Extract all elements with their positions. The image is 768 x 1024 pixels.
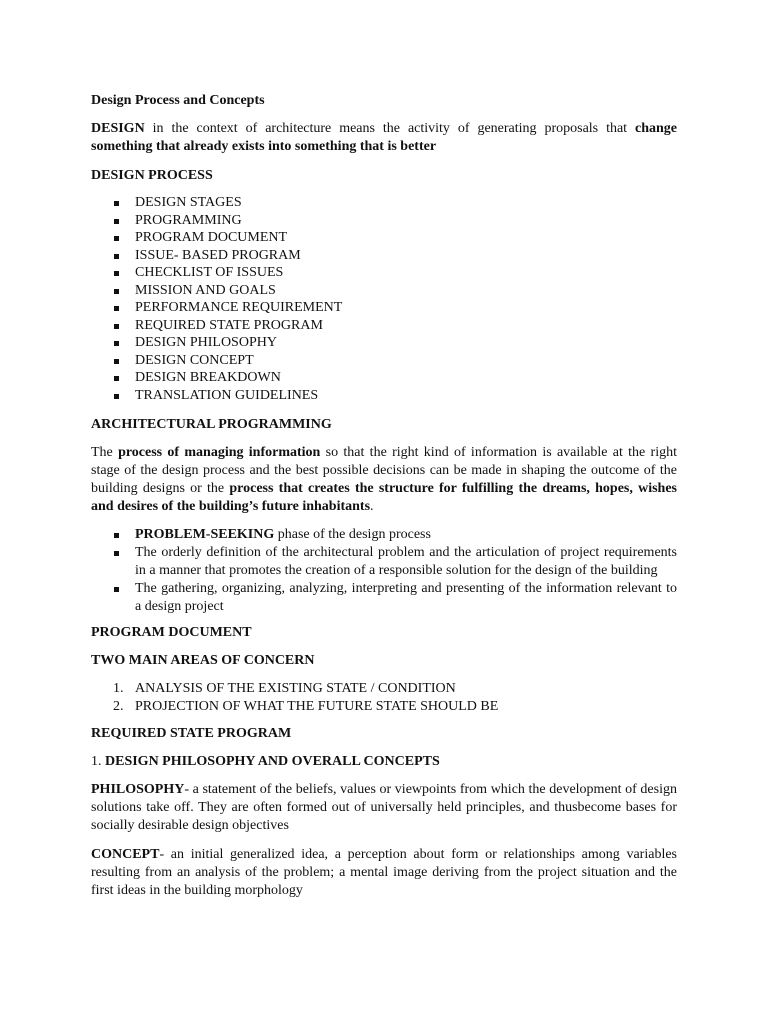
- program-document-heading: PROGRAM DOCUMENT: [91, 625, 252, 640]
- list-item-text: MISSION AND GOALS: [135, 282, 276, 298]
- ap-bullet-1-text: phase of the design process: [274, 527, 431, 542]
- square-bullet-icon: [114, 376, 119, 381]
- concept-paragraph: [91, 846, 677, 900]
- square-bullet-icon: [114, 271, 119, 276]
- philosophy-term: PHILOSOPHY: [91, 782, 185, 797]
- subheading-number: 1.: [91, 754, 105, 769]
- square-bullet-icon: [114, 341, 119, 346]
- list-item-text: DESIGN PHILOSOPHY: [135, 335, 277, 350]
- list-item-text: REQUIRED STATE PROGRAM: [135, 317, 323, 333]
- ap-end: .: [370, 499, 374, 514]
- two-main-areas-list: [91, 680, 677, 716]
- design-process-list: [91, 194, 677, 404]
- intro-paragraph: [91, 120, 677, 156]
- list-number: 1.: [113, 681, 124, 696]
- list-number: 2.: [113, 699, 124, 714]
- list-item: [91, 194, 677, 212]
- design-philosophy-subheading: [91, 753, 440, 771]
- intro-emphasis: change something that already exists into something that is better: [91, 121, 677, 154]
- square-bullet-icon: [114, 359, 119, 364]
- list-item: [91, 264, 677, 282]
- design-process-heading: DESIGN PROCESS: [91, 168, 213, 183]
- architectural-programming-bullets: [91, 526, 677, 616]
- list-item: [91, 299, 677, 317]
- list-item: [91, 526, 677, 544]
- list-item-text: TRANSLATION GUIDELINES: [135, 387, 319, 403]
- square-bullet-icon: [114, 219, 119, 224]
- ap-bold-2: process that creates the structure for fulfilling the dreams, hopes, wishes and desires of the building’s future inhabitants: [91, 481, 677, 514]
- ap-start: The: [91, 445, 119, 460]
- document-title: Design Process and Concepts: [91, 93, 265, 108]
- list-item-text: DESIGN BREAKDOWN: [135, 370, 281, 385]
- concept-text: - an initial generalized idea, a perception about form or relationships among variables resulting from an analysis of the problem; a mental image deriving from the project situation and the first ideas in the building morphology: [91, 847, 677, 898]
- ap-bullet-1-bold: PROBLEM-SEEKING: [135, 527, 275, 542]
- square-bullet-icon: [114, 533, 119, 538]
- required-state-program-heading: REQUIRED STATE PROGRAM: [91, 726, 292, 741]
- architectural-programming-heading: ARCHITECTURAL PROGRAMMING: [91, 417, 332, 432]
- list-item: [91, 680, 677, 698]
- square-bullet-icon: [114, 289, 119, 294]
- list-item-text: DESIGN CONCEPT: [135, 352, 254, 368]
- list-item: [91, 282, 677, 300]
- ap-bold-1: process of managing information: [118, 445, 321, 460]
- square-bullet-icon: [114, 236, 119, 241]
- list-item: [91, 229, 677, 247]
- square-bullet-icon: [114, 201, 119, 206]
- list-item: [91, 334, 677, 352]
- concept-term: CONCEPT: [91, 847, 160, 862]
- list-item: [91, 387, 677, 405]
- subheading-text: DESIGN PHILOSOPHY AND OVERALL CONCEPTS: [105, 754, 440, 769]
- philosophy-text: - a statement of the beliefs, values or viewpoints from which the development of design solutions take off. They are often formed out of universally held principles, and thusbecome bases for socially desirable design objectives: [91, 782, 677, 833]
- ap-bullet-2-text: The orderly definition of the architectural problem and the articulation of project requirements in a manner that promotes the creation of a responsible solution for the design of the building: [135, 545, 677, 578]
- architectural-programming-paragraph: [91, 444, 677, 516]
- list-item-text: CHECKLIST OF ISSUES: [135, 265, 284, 280]
- intro-text: in the context of architecture means the activity of generating proposals that: [144, 121, 635, 136]
- list-item: [91, 369, 677, 387]
- list-item-text: ISSUE- BASED PROGRAM: [135, 247, 301, 263]
- list-item-text: ANALYSIS OF THE EXISTING STATE / CONDITION: [135, 681, 456, 696]
- list-item: [91, 580, 677, 616]
- square-bullet-icon: [114, 254, 119, 259]
- square-bullet-icon: [114, 306, 119, 311]
- list-item-text: PROGRAMMING: [135, 212, 242, 228]
- square-bullet-icon: [114, 324, 119, 329]
- list-item-text: DESIGN STAGES: [135, 195, 242, 210]
- list-item: [91, 544, 677, 580]
- list-item: [91, 352, 677, 370]
- list-item: [91, 247, 677, 265]
- list-item-text: PROGRAM DOCUMENT: [135, 230, 288, 245]
- ap-bullet-3-text: The gathering, organizing, analyzing, interpreting and presenting of the information relevant to a design project: [135, 581, 677, 614]
- intro-term: DESIGN: [91, 121, 145, 136]
- philosophy-paragraph: [91, 781, 677, 835]
- list-item: [91, 698, 677, 716]
- list-item: [91, 317, 677, 335]
- square-bullet-icon: [114, 587, 119, 592]
- ap-mid: so that the right kind of information is available at the right stage of the design process and the best possible decisions can be made in shaping the outcome of the building designs or the: [91, 445, 677, 496]
- square-bullet-icon: [114, 394, 119, 399]
- list-item-text: PROJECTION OF WHAT THE FUTURE STATE SHOULD BE: [135, 699, 499, 714]
- two-main-areas-heading: TWO MAIN AREAS OF CONCERN: [91, 653, 315, 668]
- square-bullet-icon: [114, 551, 119, 556]
- list-item: [91, 212, 677, 230]
- list-item-text: PERFORMANCE REQUIREMENT: [135, 300, 343, 315]
